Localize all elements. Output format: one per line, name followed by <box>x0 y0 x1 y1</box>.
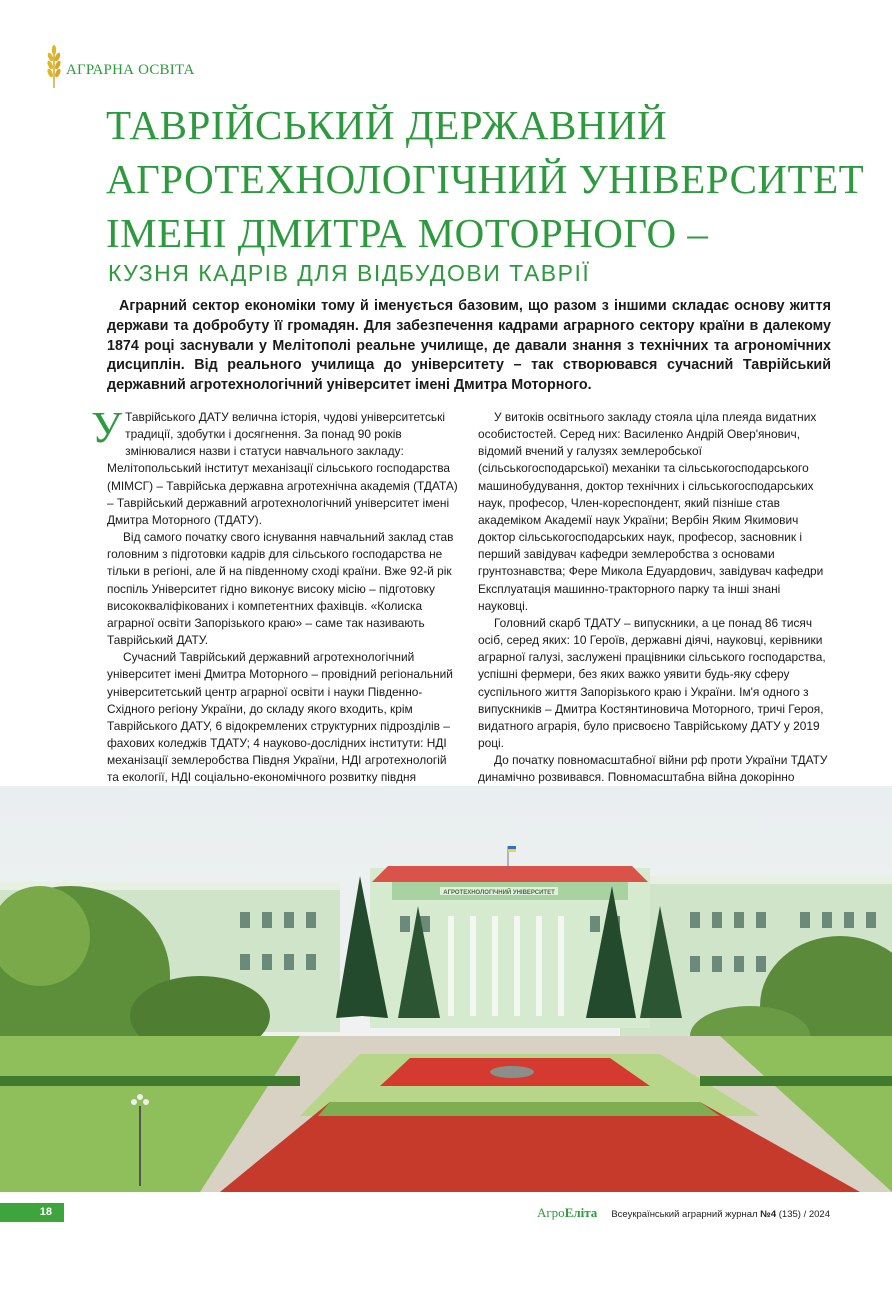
left-paragraph-1 <box>91 403 459 529</box>
page-number: 18 <box>39 1206 52 1218</box>
right-paragraph-1: У витоків освітнього закладу стояла ціла плеяда видатних особистостей. Серед них: Василенко Андрій Овер'янович, відомий вчений у галузях землеробської (сільськогосподарської) механіки та сільськогосподарського машинобудування, доктор технічних і сільськогосподарських наук, професор, Член-кореспондент, який пізніше став академіком Академії наук України; Вербін Яким Якимович доктор сільськогосподарських наук, професор, засновник і перший завідувач кафедри землеробства з основами грунтознавства; Фере Микола Едуардович, завідувач кафедри Експлуатація машинно-тракторного парку та інші знані науковці. <box>478 410 824 613</box>
brand-part-2: Еліта <box>564 1205 598 1220</box>
title-line-1: ТАВРІЙСЬКИЙ ДЕРЖАВНИЙ <box>106 102 668 148</box>
journal-issue <box>611 1209 830 1220</box>
university-building-photo <box>0 786 892 1192</box>
right-paragraph-2: Головний скарб ТДАТУ – випускники, а це понад 86 тисяч осіб, серед яких: 10 Героїв, державні діячі, науковці, керівники аграрної галузі, заслужені працівники сільського господарства, успішні фермери, без яких важко уявити будь-яку сферу суспільного життя Запорізького краю і України. Ім'я одного з випускників – Дмитра Костянтиновича Моторного, тричі Героя, видатного аграрія, було присвоєно Таврійському ДАТУ у 2019 році. <box>478 615 826 750</box>
issue-number: №4 <box>760 1209 777 1220</box>
journal-logo <box>537 1205 597 1221</box>
article-title <box>106 98 866 260</box>
left-paragraph-1-text: Таврійського ДАТУ велична історія, чудові університетські традиції, здобутки і досягнення. За понад 90 років змінювалися назви і статуси навчального закладу: Мелітопольський інститут механізації сільського господарства (МІМСГ) – Таврійська державна агротехнічна академія (ТДАТА) – Таврійський державний агротехнологічний університет імені Дмитра Моторного (ТДАТУ). <box>107 410 458 527</box>
left-paragraph-2: Від самого початку свого існування навчальний заклад став головним з підготовки кадрів для сільського господарства не тільки в регіоні, але й на південному сході країни. Вже 92-й рік поспіль Університет гідно виконує високу місію – підготовку висококваліфікованих і компетентних фахівців. «Колиска аграрної освіти Запорізького краю» – саме так називають Таврійський ДАТУ. <box>107 530 454 648</box>
left-column <box>91 403 459 804</box>
left-paragraph-3: Сучасний Таврійський державний агротехнологічний університет імені Дмитра Моторного – провідний регіональний університетський центр аграрної освіти і науки Південно-Східного регіону України, до складу якого входить, крім Таврійського ДАТУ, 6 відокремлених структурних підрозділів – фахових коледжів ТДАТУ; 4 науково-дослідних інститути: НДІ механізації землеробства Півдня України, НДІ агротехнологій та екології, НДІ соціально-економічного розвитку півдня <box>107 650 453 785</box>
issue-details: (135) / 2024 <box>776 1209 830 1220</box>
footer-masthead <box>537 1205 830 1221</box>
section-header <box>44 44 195 88</box>
title-line-2: АГРОТЕХНОЛОГІЧНИЙ УНІВЕРСИТЕТ <box>106 156 865 202</box>
lead-paragraph: Аграрний сектор економіки тому й іменується базовим, що разом з іншими складає основу життя держави та добробуту її громадян. Для забезпечення кадрами аграрного сектору країни в далекому 1874 році заснували у Мелітополі реальне училище, де давали знання з технічних та агрономічних дисциплін. Від реального училища до університету – так створювався сучасний Таврійський державний агротехнологічний університет імені Дмитра Моторного. <box>107 298 831 394</box>
right-column <box>478 409 830 821</box>
building-sign: АГРОТЕХНОЛОГІЧНИЙ УНІВЕРСИТЕТ <box>443 890 555 896</box>
section-title: АГРАРНА ОСВІТА <box>66 61 195 78</box>
page-number-tab <box>0 1203 64 1222</box>
journal-name: Всеукраїнський аграрний журнал <box>611 1209 761 1220</box>
brand-part-1: Агро <box>536 1205 565 1220</box>
wheat-ear-icon <box>44 44 64 88</box>
title-line-3: ІМЕНІ ДМИТРА МОТОРНОГО – <box>106 210 709 256</box>
right-paragraph-3: До початку повномасштабної війни рф проти України ТДАТУ динамічно розвивався. Повномасштабна війна докорінно <box>478 753 828 785</box>
article-subtitle: КУЗНЯ КАДРІВ ДЛЯ ВІДБУДОВИ ТАВРІЇ <box>108 260 591 286</box>
drop-cap: У <box>91 403 123 452</box>
